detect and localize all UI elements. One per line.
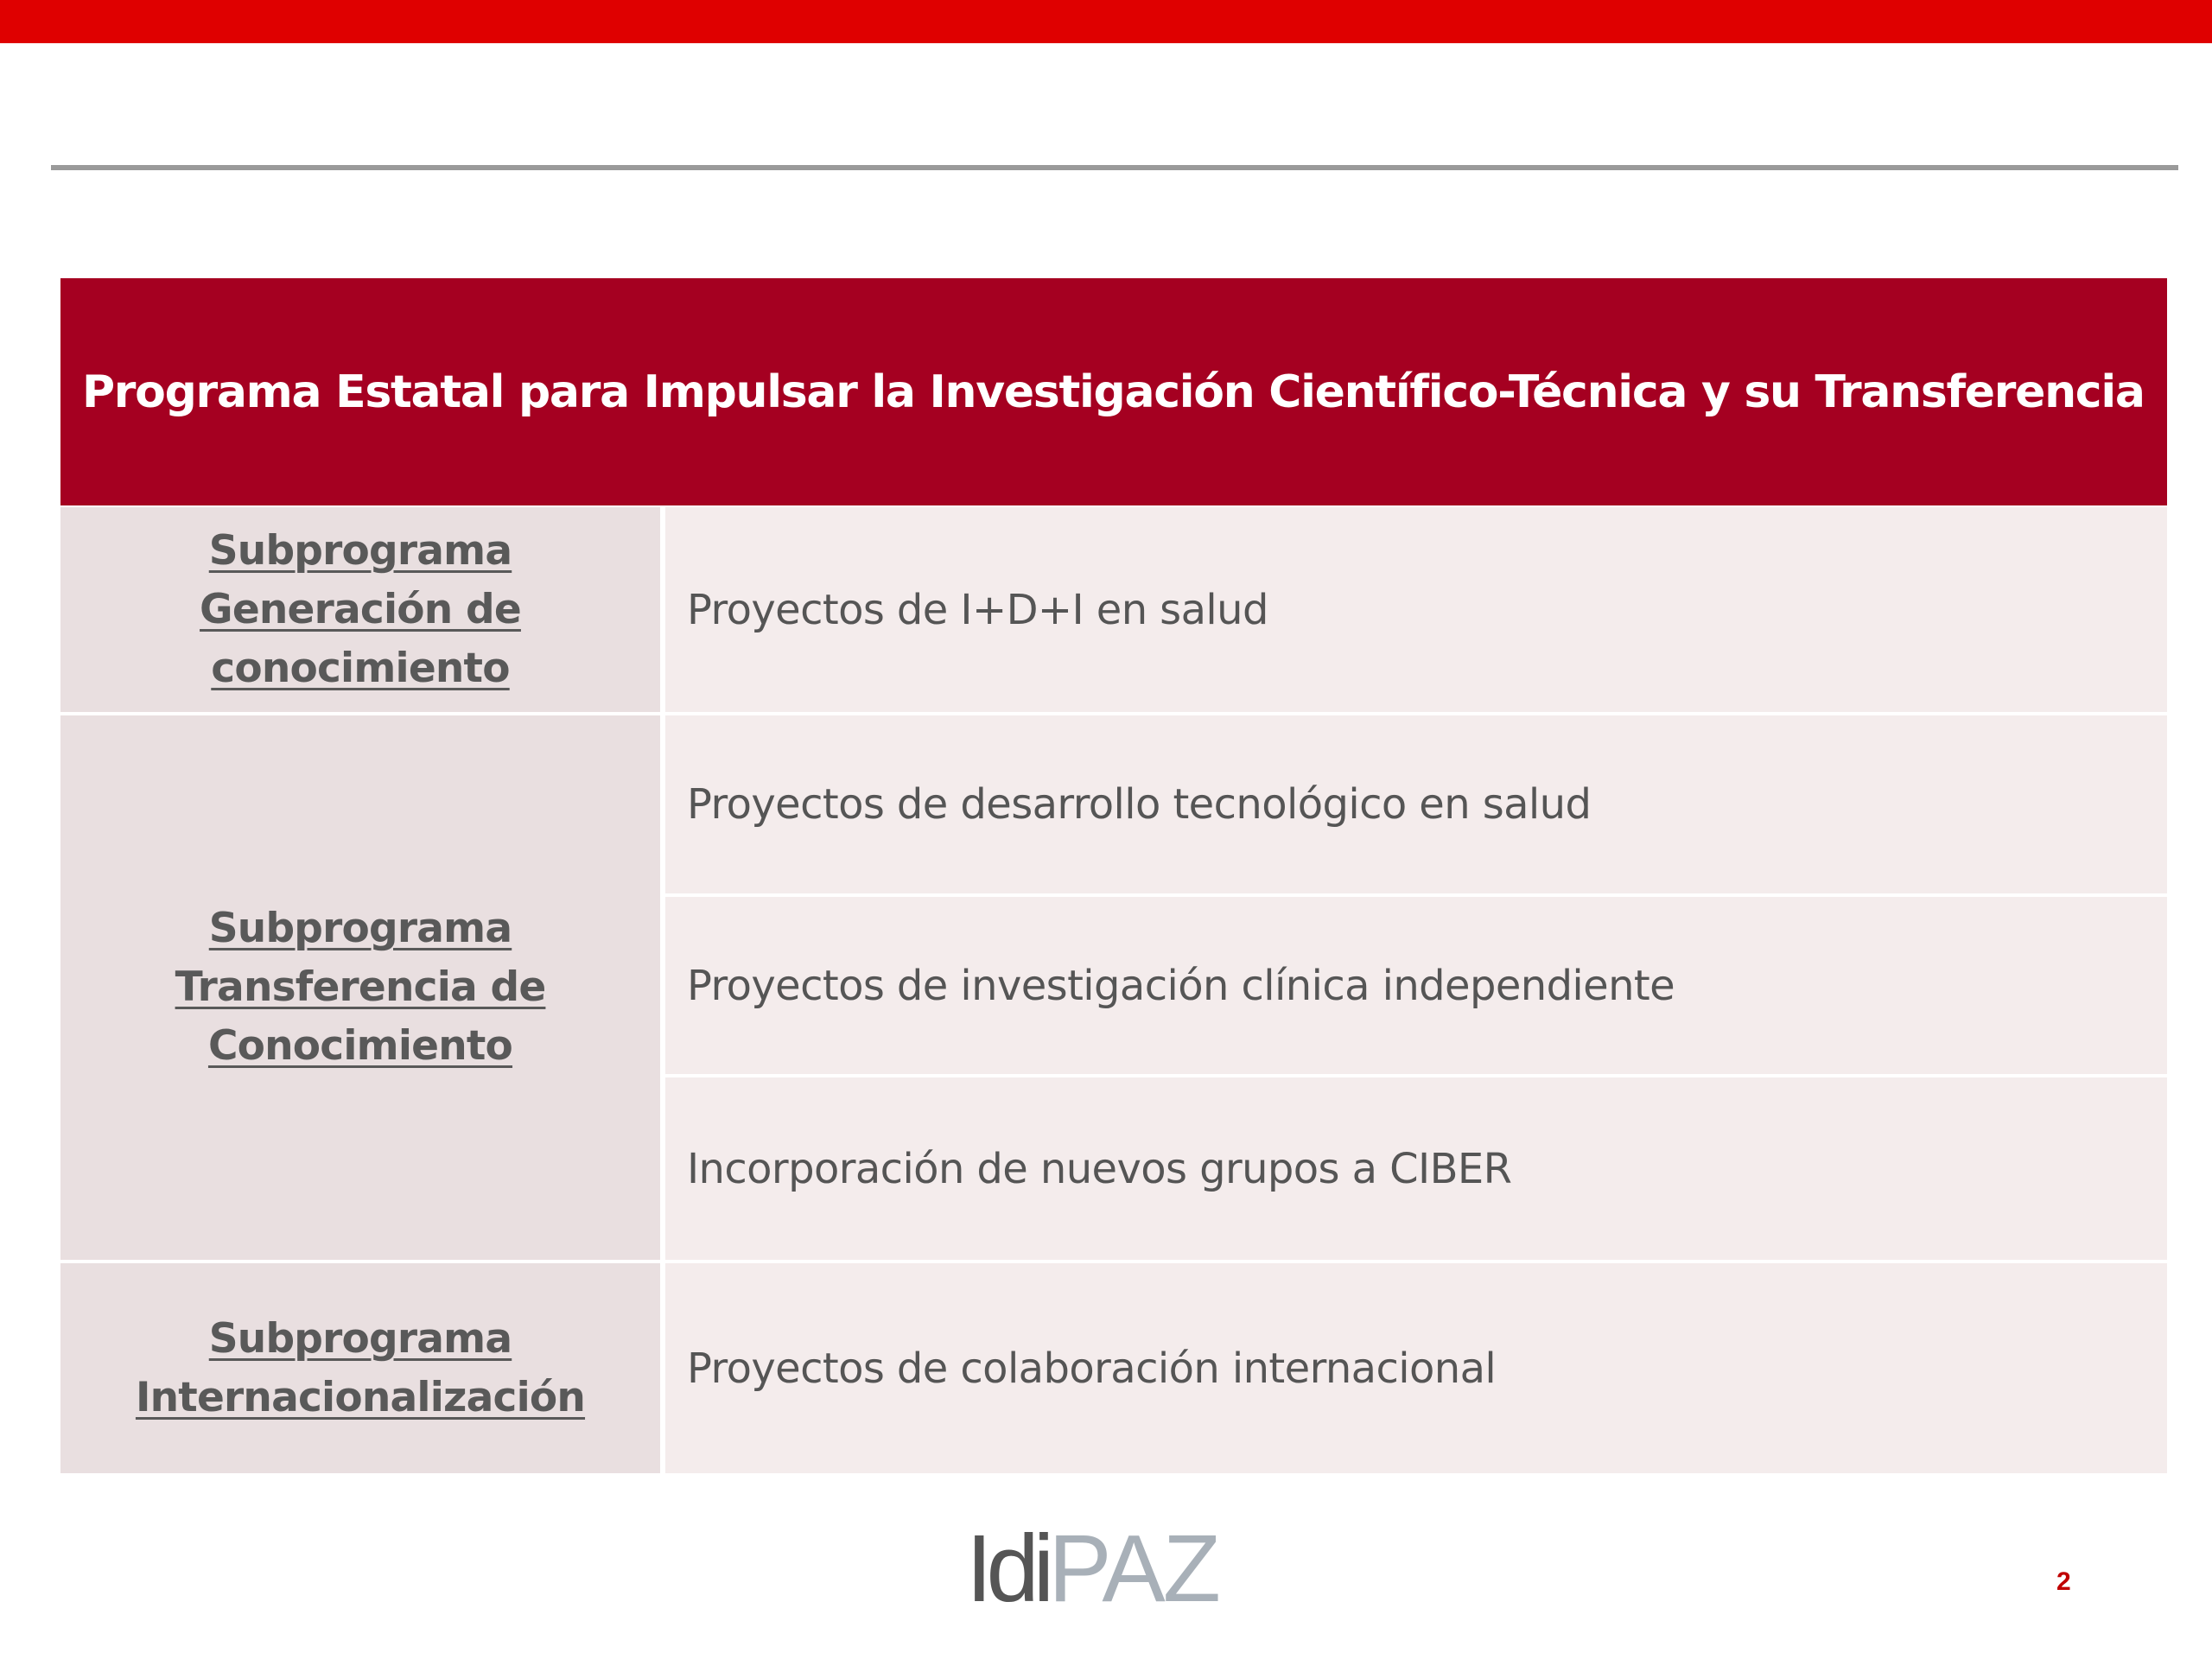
table-row	[665, 715, 2167, 893]
logo-text-paz: PAZ	[1048, 1516, 1218, 1622]
subprogram-generation-cell	[60, 507, 660, 712]
subprogram-generation-link[interactable]: Subprograma Generación de conocimiento	[200, 526, 521, 692]
project-item: Proyectos de investigación clínica independiente	[687, 961, 1675, 1010]
table-row	[665, 1263, 2167, 1473]
project-item: Proyectos de colaboración internacional	[687, 1344, 1497, 1393]
program-table	[60, 278, 2167, 1473]
table-row	[665, 507, 2167, 712]
page-number: 2	[2056, 1567, 2071, 1596]
logo-text-idi: Idi	[966, 1516, 1049, 1622]
table-row	[665, 1077, 2167, 1260]
title-divider	[51, 165, 2178, 170]
subprogram-transfer-link[interactable]: Subprograma Transferencia de Conocimiento	[175, 905, 546, 1070]
idipaz-logo	[966, 1514, 1218, 1622]
program-title: Programa Estatal para Impulsar la Investigación Científico-Técnica y su Transferencia	[82, 365, 2145, 418]
subprogram-transfer-cell	[60, 715, 660, 1260]
project-item: Incorporación de nuevos grupos a CIBER	[687, 1144, 1512, 1193]
subprogram-international-cell	[60, 1263, 660, 1473]
project-item: Proyectos de desarrollo tecnológico en salud	[687, 780, 1592, 829]
top-accent-bar	[0, 0, 2212, 43]
project-item: Proyectos de I+D+I en salud	[687, 585, 1268, 634]
table-header	[60, 278, 2167, 505]
table-row	[665, 897, 2167, 1074]
subprogram-international-link[interactable]: Subprograma Internacionalización	[135, 1314, 586, 1421]
